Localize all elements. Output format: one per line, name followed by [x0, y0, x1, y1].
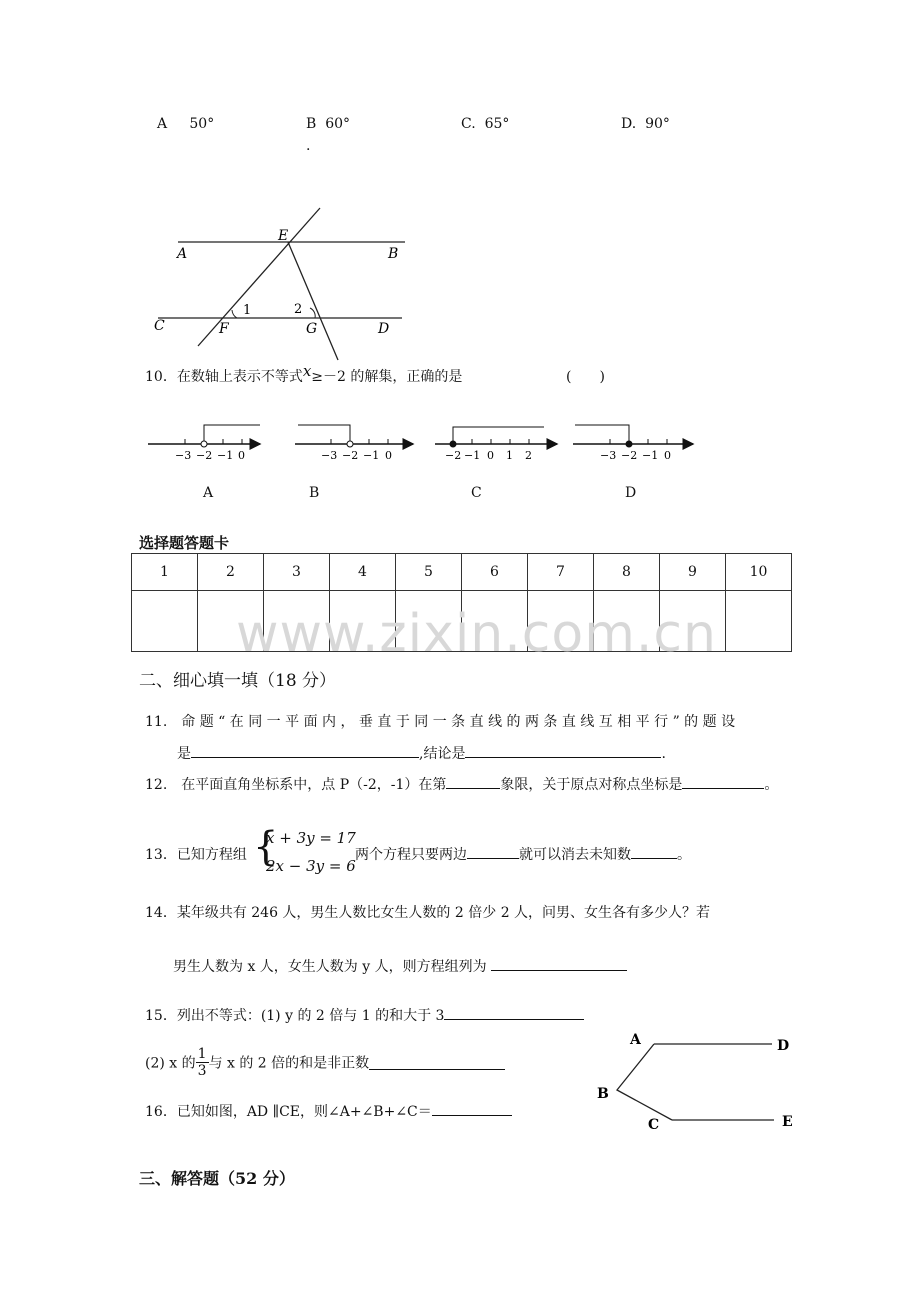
svg-text:−3: −3 — [321, 449, 338, 462]
question-11-line1: 11. 命 题 “ 在 同 一 平 面 内 ， 垂 直 于 同 一 条 直 线 的 两 条 直 线 互 相 平 行 ” 的 题 设 — [145, 714, 736, 730]
fig2-label-a: A — [630, 1032, 641, 1048]
card-number: 3 — [264, 554, 330, 591]
blank[interactable] — [369, 1055, 505, 1070]
blank[interactable] — [631, 844, 677, 859]
angle-1: 1 — [243, 303, 252, 318]
fig2-label-b: B — [597, 1086, 609, 1102]
card-number: 1 — [132, 554, 198, 591]
svg-text:2: 2 — [525, 449, 532, 462]
nl-label-d: D — [625, 485, 637, 501]
nl-label-b: B — [309, 485, 320, 501]
number-line-b — [295, 425, 413, 462]
fraction-one-third: $\frac{1}{3}$ — [197, 1046, 207, 1079]
option-a: A 50° — [157, 116, 215, 132]
card-answer-cell[interactable] — [726, 591, 792, 652]
svg-text:−1: −1 — [464, 449, 481, 462]
blank[interactable] — [682, 774, 764, 789]
label-b: B — [388, 246, 399, 262]
option-b-dot: . — [306, 138, 311, 154]
svg-text:−2: −2 — [342, 449, 359, 462]
card-number: 4 — [330, 554, 396, 591]
svg-text:0: 0 — [487, 449, 494, 462]
question-13-prefix: 13．已知方程组 — [145, 847, 247, 863]
label-f: F — [219, 321, 229, 337]
blank[interactable] — [432, 1101, 512, 1116]
fig2-label-c: C — [648, 1117, 660, 1133]
number-line-d — [573, 425, 693, 462]
angle-figure — [592, 1030, 804, 1134]
card-number: 6 — [462, 554, 528, 591]
option-c: C. 65° — [461, 116, 510, 132]
svg-text:0: 0 — [385, 449, 392, 462]
question-14-line1: 14．某年级共有 246 人，男生人数比女生人数的 2 倍少 2 人，问男、女生各有多少人？若 — [145, 905, 711, 921]
svg-text:−2: −2 — [621, 449, 638, 462]
svg-text:−2: −2 — [196, 449, 213, 462]
question-13-text: 两个方程只要两边 就可以消去未知数 。 — [355, 844, 691, 864]
svg-text:−3: −3 — [175, 449, 192, 462]
question-12: 12. 在平面直角坐标系中，点 P（-2，-1）在第 象限，关于原点对称点坐标是 。 — [145, 774, 778, 794]
fig2-label-d: D — [777, 1038, 790, 1054]
blank[interactable] — [446, 774, 500, 789]
question-14-line2: 男生人数为 x 人，女生人数为 y 人，则方程组列为 — [173, 956, 627, 976]
angle-2: 2 — [294, 302, 303, 317]
answer-card-title: 选择题答题卡 — [139, 534, 230, 552]
svg-text:−1: −1 — [363, 449, 380, 462]
equation-1: x + 3y = 17 — [266, 829, 356, 847]
label-c: C — [154, 318, 165, 334]
section-3-title: 三、解答题（52 分） — [139, 1169, 295, 1188]
question-10: 10．在数轴上表示不等式x≥－2 的解集，正确的是 — [145, 362, 463, 385]
svg-text:0: 0 — [664, 449, 671, 462]
label-a: A — [177, 246, 188, 262]
blank[interactable] — [444, 1005, 584, 1020]
section-2-title: 二、细心填一填（18 分） — [139, 671, 337, 691]
card-number: 5 — [396, 554, 462, 591]
answer-bracket: ( ) — [566, 369, 605, 385]
watermark: www.zixin.com.cn — [236, 604, 717, 664]
svg-text:−2: −2 — [445, 449, 462, 462]
number-line-c — [435, 427, 557, 462]
number-line-a — [148, 425, 260, 462]
brace: { — [253, 824, 279, 870]
svg-text:1: 1 — [506, 449, 513, 462]
card-number: 9 — [660, 554, 726, 591]
fig2-label-e: E — [782, 1114, 793, 1130]
label-e: E — [278, 228, 289, 244]
svg-text:−1: −1 — [217, 449, 234, 462]
svg-text:−1: −1 — [642, 449, 659, 462]
number-line-options — [145, 420, 700, 470]
question-11-line2: 是 ,结论是 . — [177, 743, 666, 763]
question-16: 16．已知如图，AD ∥CE，则∠A+∠B+∠C＝ — [145, 1101, 512, 1121]
blank[interactable] — [465, 743, 661, 758]
blank[interactable] — [467, 844, 519, 859]
svg-text:−3: −3 — [600, 449, 617, 462]
option-d: D. 90° — [621, 116, 670, 132]
card-number: 8 — [594, 554, 660, 591]
parallel-lines-figure — [150, 200, 420, 365]
card-answer-cell[interactable] — [132, 591, 198, 652]
card-number: 2 — [198, 554, 264, 591]
option-b: B 60° — [306, 116, 351, 132]
label-d: D — [378, 321, 390, 337]
nl-label-a: A — [203, 485, 214, 501]
question-15-line2: (2) x 的 $\frac{1}{3}$ 与 x 的 2 倍的和是非正数 — [145, 1046, 505, 1079]
nl-label-c: C — [471, 485, 482, 501]
blank[interactable] — [491, 956, 627, 971]
question-15-line1: 15．列出不等式：(1) y 的 2 倍与 1 的和大于 3 — [145, 1005, 584, 1025]
label-g: G — [306, 321, 318, 337]
card-number: 10 — [726, 554, 792, 591]
card-number: 7 — [528, 554, 594, 591]
blank[interactable] — [191, 743, 419, 758]
equation-2: 2x − 3y = 6 — [266, 857, 356, 875]
svg-text:0: 0 — [238, 449, 245, 462]
